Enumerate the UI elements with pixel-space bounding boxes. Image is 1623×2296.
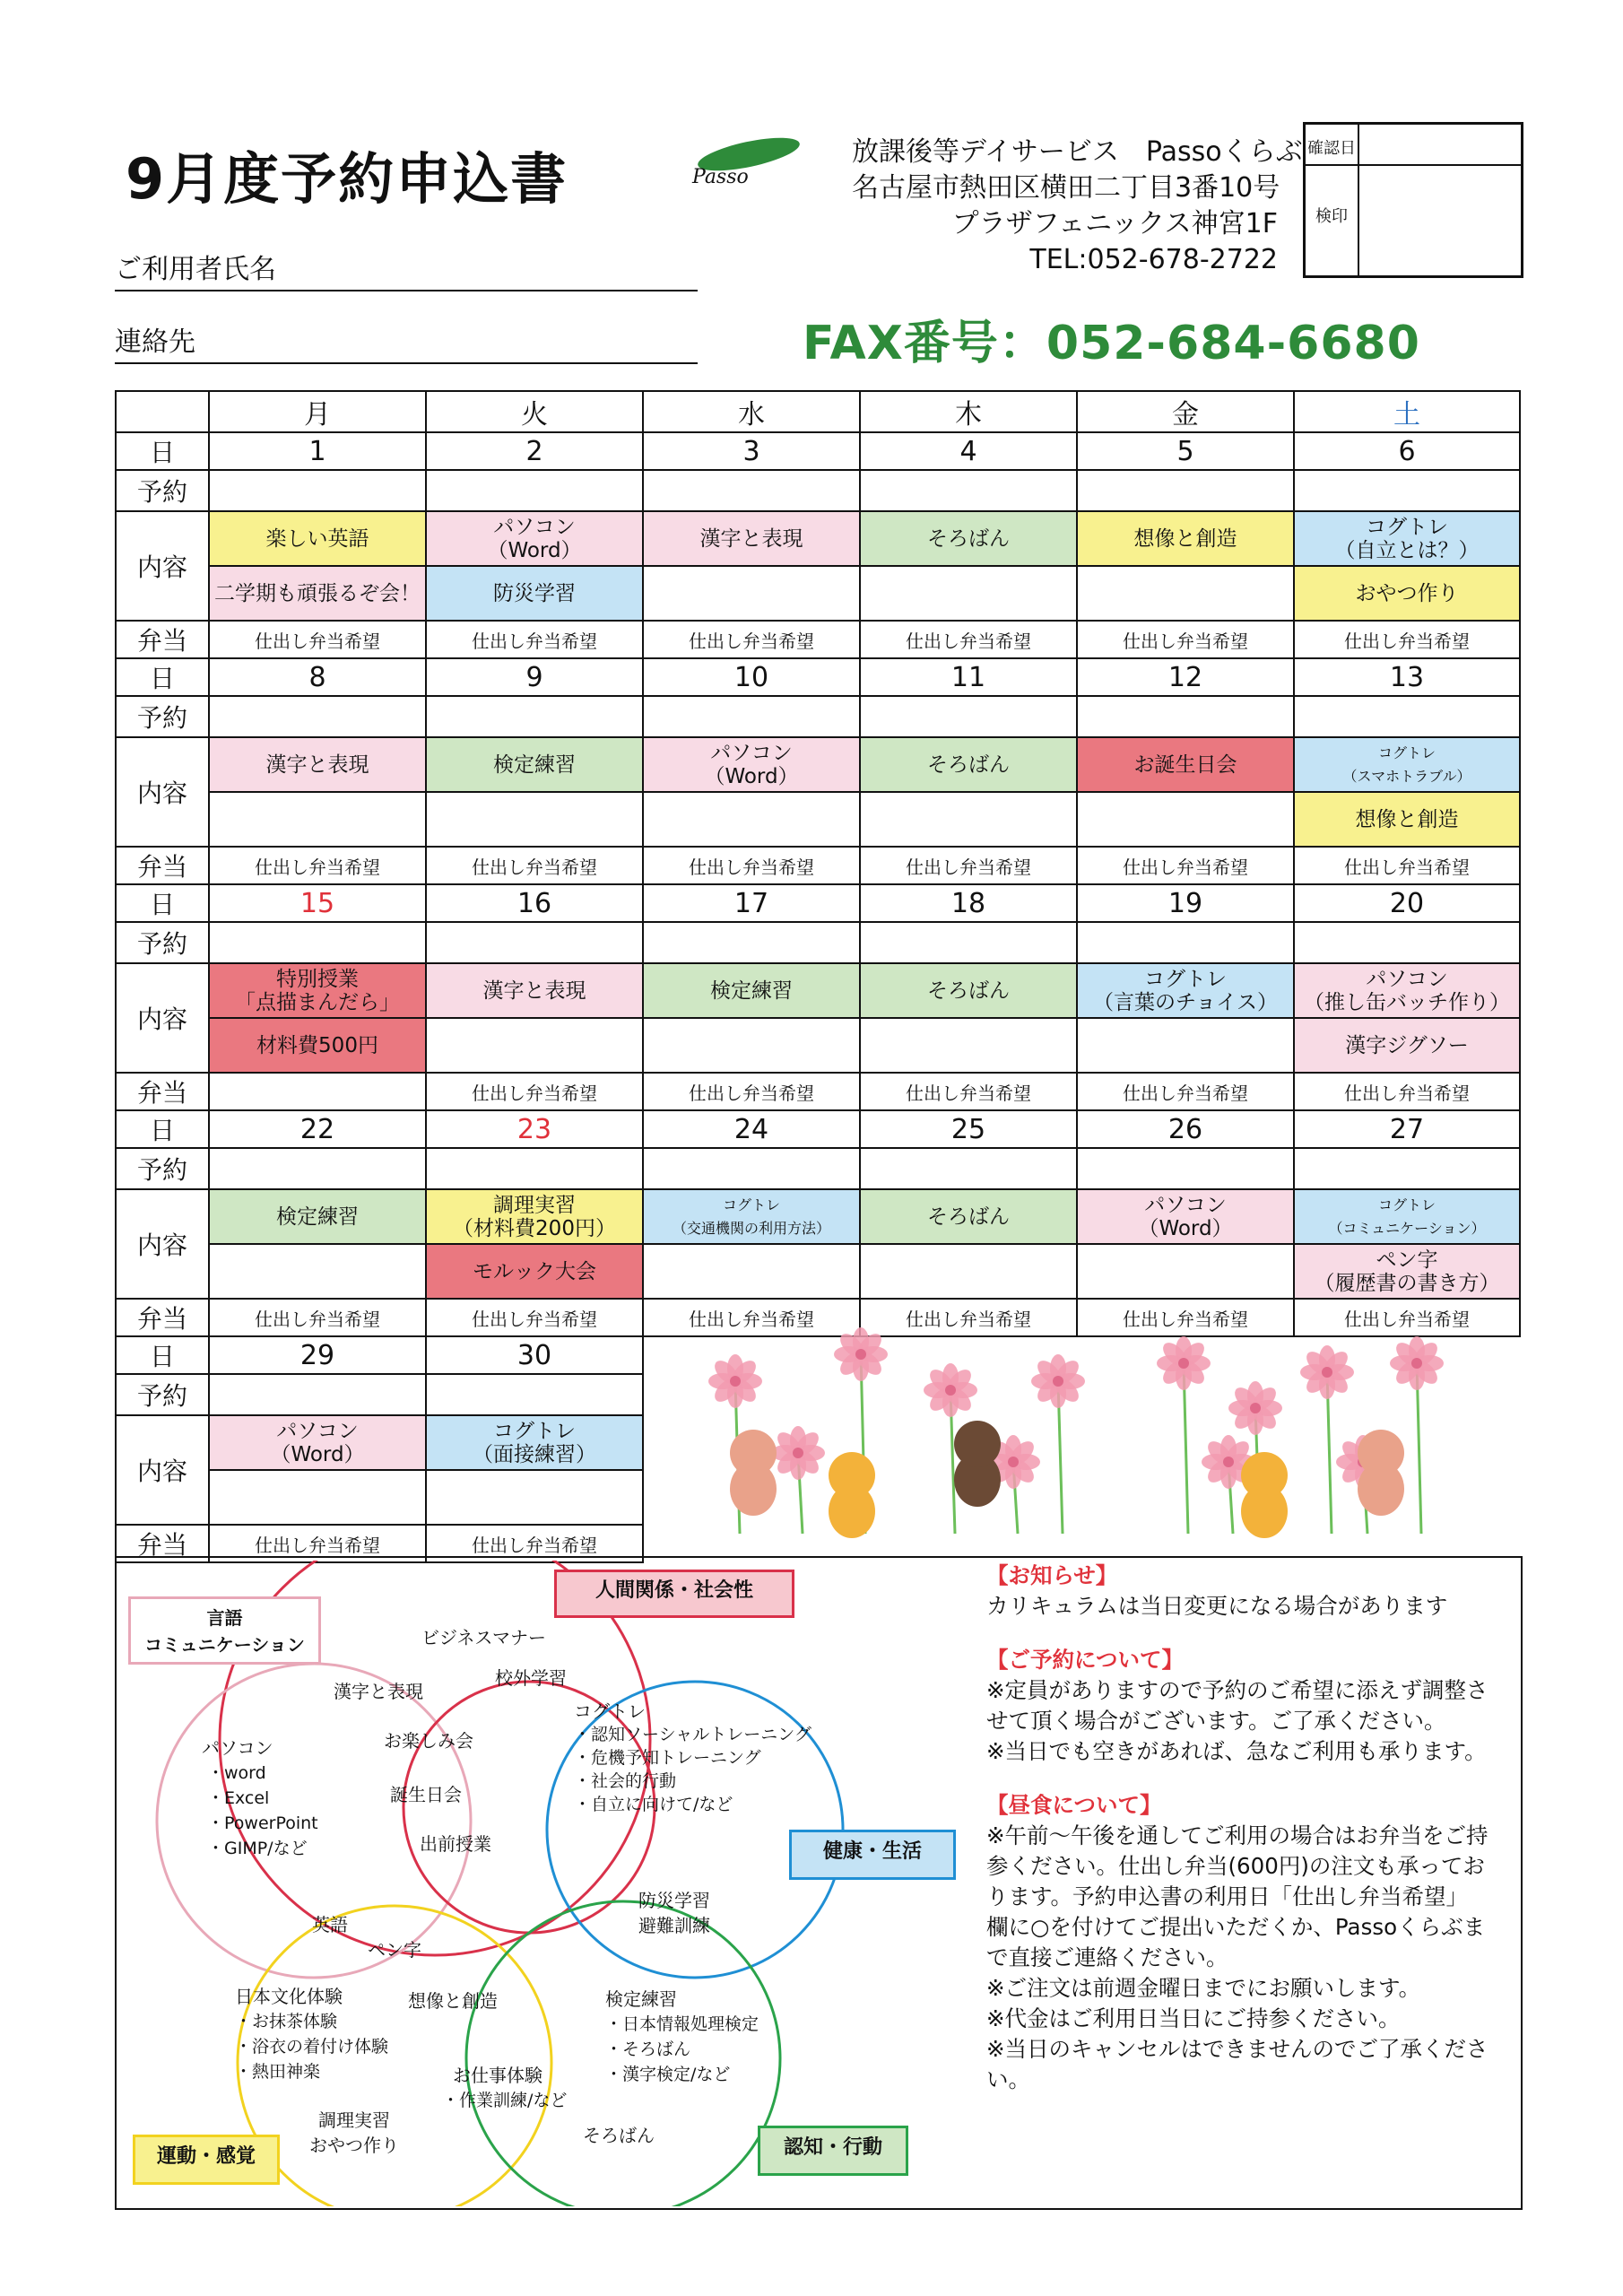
activity-slot: 想像と創造 [1295,793,1519,846]
venn-culture-group [235,1984,388,2084]
venn-subitem: ・そろばん [605,2039,691,2059]
date-cell: 3 [643,432,860,470]
bento-cell[interactable]: 仕出し弁当希望 [1077,1299,1294,1336]
reserve-cell[interactable] [209,1148,426,1189]
bento-cell[interactable]: 仕出し弁当希望 [426,1299,643,1336]
reserve-cell[interactable] [643,696,860,737]
confirmation-box [1303,122,1523,278]
reserve-cell[interactable] [1077,922,1294,963]
venn-item: お楽しみ会 [384,1730,473,1752]
activity-cell [426,737,643,847]
row-label-bento: 弁当 [116,1299,209,1336]
reserve-cell[interactable] [209,470,426,511]
activity-slot: そろばん [861,512,1076,567]
activity-cell [1077,1189,1294,1299]
venn-subitem: ・お抹茶体験 [235,2012,338,2031]
activity-cell [209,963,426,1073]
row-label-bento: 弁当 [116,1073,209,1110]
activity-slot: ペン字 （履歴書の書き方） [1295,1245,1519,1298]
activity-slot: コグトレ （言葉のチョイス） [1078,964,1293,1019]
weekday-header: 木 [860,391,1077,432]
bento-cell[interactable]: 仕出し弁当希望 [643,847,860,884]
venn-pc-group [202,1735,318,1861]
activity-slot: 調理実習 （材料費200円） [427,1190,642,1245]
bento-cell[interactable]: 仕出し弁当希望 [1077,1073,1294,1110]
venn-item: 日本文化体験 [235,1986,343,2007]
reserve-cell[interactable] [426,1374,643,1415]
notice-text: ※午前〜午後を通してご利用の場合はお弁当をご持参ください。仕出し弁当(600円)の注文も承っております。予約申込書の利用日「仕出し弁当希望」欄に○を付けてご提出いただくか、Passoくらぶまで直接ご連絡ください。 [986,1822,1488,1970]
org-line: TEL:052-678-2722 [1029,244,1278,275]
row-label-bento: 弁当 [116,847,209,884]
venn-cog-group [574,1700,812,1816]
date-cell: 10 [643,658,860,696]
bento-cell[interactable]: 仕出し弁当希望 [1294,621,1520,658]
activity-cell [860,737,1077,847]
venn-item: コグトレ [574,1700,646,1722]
activity-slot [427,1471,642,1524]
notice-text: ※当日でも空きがあれば、急なご利用も承ります。 [986,1738,1487,1764]
activity-slot: パソコン （Word） [644,738,859,793]
venn-item: そろばん [583,2125,655,2146]
row-label-reserve: 予約 [116,1148,209,1189]
reserve-cell[interactable] [643,470,860,511]
date-cell: 8 [209,658,426,696]
venn-subitem: ・自立に向けて/など [574,1795,733,1814]
activity-slot [427,793,642,846]
reserve-cell[interactable] [1294,1148,1520,1189]
activity-slot: 漢字ジグソー [1295,1019,1519,1072]
notice-text: ※当日のキャンセルはできませんのでご了承ください。 [986,2036,1488,2092]
activity-cell [1077,737,1294,847]
bento-cell[interactable]: 仕出し弁当希望 [1077,847,1294,884]
reserve-cell[interactable] [1077,696,1294,737]
activity-slot [644,1019,859,1072]
activity-slot: 漢字と表現 [644,512,859,567]
activity-cell [209,1189,426,1299]
venn-subitem: ・漢字検定/など [605,2065,731,2084]
notice-heading: 【お知らせ】 [986,1562,1118,1588]
reserve-cell[interactable] [426,922,643,963]
activity-cell [643,511,860,621]
date-cell: 26 [1077,1110,1294,1148]
activity-cell [209,737,426,847]
row-label-reserve: 予約 [116,696,209,737]
activity-slot: 楽しい英語 [210,512,425,567]
category-motor: 運動・感覚 [133,2135,280,2185]
category-health: 健康・生活 [789,1830,956,1880]
row-label-date: 日 [116,1110,209,1148]
bento-cell[interactable]: 仕出し弁当希望 [643,1073,860,1110]
activity-cell [860,963,1077,1073]
passo-logo [681,135,807,188]
venn-subitem: ・日本情報処理検定 [605,2014,759,2034]
activity-slot: そろばん [861,1190,1076,1245]
row-label-content: 内容 [116,963,209,1073]
user-name-label: ご利用者氏名 [115,254,276,285]
row-label-date: 日 [116,658,209,696]
activity-slot: そろばん [861,738,1076,793]
venn-item: 校外学習 [495,1667,567,1689]
venn-subitem: ・word [207,1763,266,1783]
venn-subitem: ・社会的行動 [574,1771,677,1791]
bento-cell[interactable]: 仕出し弁当希望 [860,847,1077,884]
reserve-cell[interactable] [1077,470,1294,511]
date-cell: 18 [860,884,1077,922]
activity-cell [426,511,643,621]
activity-slot [861,1019,1076,1072]
activity-slot [644,567,859,620]
fax-number: FAX番号：052-684-6680 [803,317,1420,370]
venn-item: 調理実習 おやつ作り [309,2109,399,2156]
activity-cell [1294,1189,1520,1299]
reserve-cell[interactable] [860,922,1077,963]
activity-slot: パソコン （Word） [427,512,642,567]
row-label-date: 日 [116,1336,209,1374]
organization-info [852,135,1303,278]
venn-subitem: ・熱田神楽 [235,2062,321,2082]
bento-cell[interactable] [209,1073,426,1110]
venn-subitem: ・PowerPoint [207,1813,318,1833]
date-cell: 25 [860,1110,1077,1148]
activity-slot: 検定練習 [644,964,859,1019]
org-line: 放課後等デイサービス Passoくらぶ [852,136,1303,168]
activity-slot [210,793,425,846]
bento-cell[interactable]: 仕出し弁当希望 [860,621,1077,658]
activity-slot: 特別授業 「点描まんだら」 [210,964,425,1019]
date-cell: 22 [209,1110,426,1148]
activity-slot [861,1245,1076,1298]
date-cell: 1 [209,432,426,470]
bento-cell[interactable]: 仕出し弁当希望 [860,1073,1077,1110]
row-label-content: 内容 [116,1189,209,1299]
venn-item: ペン字 [368,1939,421,1961]
confirm-date-label: 確認日 [1306,125,1359,164]
reserve-cell[interactable] [643,1148,860,1189]
activity-cell [209,511,426,621]
date-cell: 24 [643,1110,860,1148]
weekday-header: 水 [643,391,860,432]
row-label-date: 日 [116,884,209,922]
notice-text: ※定員がありますので予約のご希望に添えず調整させて頂く場合がございます。ご了承ください。 [986,1677,1488,1734]
date-cell: 23 [426,1110,643,1148]
activity-cell [426,963,643,1073]
row-label-content: 内容 [116,511,209,621]
bento-cell[interactable]: 仕出し弁当希望 [1294,847,1520,884]
org-line: プラザフェニックス神宮1F [951,208,1278,239]
category-cognition: 認知・行動 [758,2126,908,2176]
reserve-cell[interactable] [860,470,1077,511]
bento-cell[interactable]: 仕出し弁当希望 [209,1525,426,1562]
date-cell: 6 [1294,432,1520,470]
category-language: 言語 コミュニケーション [128,1596,321,1665]
bento-cell[interactable]: 仕出し弁当希望 [1077,621,1294,658]
row-label-content: 内容 [116,1415,209,1525]
activity-slot [1078,1019,1293,1072]
activity-slot [1078,567,1293,620]
venn-item: ビジネスマナー [421,1627,546,1648]
venn-item: 英語 [312,1914,348,1935]
reserve-cell[interactable] [1294,470,1520,511]
reserve-cell[interactable] [860,1148,1077,1189]
bento-cell[interactable]: 仕出し弁当希望 [426,621,643,658]
activity-slot: そろばん [861,964,1076,1019]
flower-animal-illustration [681,1327,1488,1538]
reservation-heading: 【ご予約について】 [986,1647,1185,1673]
activity-cell [1294,737,1520,847]
activity-slot: コグトレ （コミュニケーション） [1295,1190,1519,1245]
bento-cell[interactable]: 仕出し弁当希望 [860,1299,1077,1336]
date-cell: 15 [209,884,426,922]
date-cell: 20 [1294,884,1520,922]
venn-item: 想像と創造 [408,1990,498,2012]
weekday-header: 土 [1294,391,1520,432]
activity-slot: おやつ作り [1295,567,1519,620]
activity-cell [1294,511,1520,621]
row-label-reserve: 予約 [116,922,209,963]
weekday-header: 金 [1077,391,1294,432]
activity-slot [427,1019,642,1072]
bento-cell[interactable]: 仕出し弁当希望 [1294,1299,1520,1336]
user-name-field[interactable] [115,247,698,291]
venn-subitem: ・GIMP/など [207,1839,308,1858]
contact-field[interactable] [115,319,698,364]
date-cell: 27 [1294,1110,1520,1148]
row-label-reserve: 予約 [116,1374,209,1415]
bento-cell[interactable]: 仕出し弁当希望 [209,847,426,884]
reserve-cell[interactable] [209,922,426,963]
row-label-date: 日 [116,432,209,470]
activity-cell [860,1189,1077,1299]
date-cell: 4 [860,432,1077,470]
venn-subitem: ・危機予知トレーニング [574,1748,761,1768]
activity-slot: 検定練習 [210,1190,425,1245]
activity-slot [210,1471,425,1524]
contact-label: 連絡先 [115,326,195,358]
activity-slot: パソコン （Word） [210,1416,425,1471]
activity-cell [860,511,1077,621]
activity-slot: コグトレ （スマホトラブル） [1295,738,1519,793]
activity-slot: お誕生日会 [1078,738,1293,793]
date-cell: 16 [426,884,643,922]
row-label-content: 内容 [116,737,209,847]
activity-slot [644,793,859,846]
reserve-cell[interactable] [1294,696,1520,737]
venn-item: 出前授業 [420,1833,491,1855]
venn-work-group [442,2063,568,2113]
reserve-cell[interactable] [643,922,860,963]
venn-subitem: ・Excel [207,1788,270,1808]
category-social: 人間関係・社会性 [554,1570,794,1618]
venn-subitem: ・浴衣の着付け体験 [235,2037,389,2057]
row-label-reserve: 予約 [116,470,209,511]
date-cell: 5 [1077,432,1294,470]
venn-exam-group [605,1987,759,2087]
activity-cell [426,1415,643,1525]
activity-slot: 二学期も頑張るぞ会！ [210,567,425,620]
reserve-cell[interactable] [426,470,643,511]
date-cell: 11 [860,658,1077,696]
page-title: 9月度予約申込書 [126,146,568,212]
bento-cell[interactable]: 仕出し弁当希望 [209,621,426,658]
activity-slot: コグトレ （面接練習） [427,1416,642,1471]
venn-item: 誕生日会 [390,1784,462,1805]
venn-item: パソコン [202,1737,273,1759]
venn-item: お仕事体験 [453,2065,542,2086]
bento-cell[interactable]: 仕出し弁当希望 [1294,1073,1520,1110]
date-cell: 19 [1077,884,1294,922]
activity-slot: パソコン （推し缶バッチ作り） [1295,964,1519,1019]
org-line: 名古屋市熱田区横田二丁目3番10号 [852,172,1280,204]
corner-cell [116,391,209,432]
activity-slot [861,793,1076,846]
notice-text: ※代金はご利用日当日にご持参ください。 [986,2005,1401,2031]
reserve-cell[interactable] [209,696,426,737]
venn-subitem: ・作業訓練/など [442,2091,568,2110]
activity-cell [643,737,860,847]
reserve-cell[interactable] [426,696,643,737]
activity-slot [210,1245,425,1298]
venn-item: 防災学習 避難訓練 [638,1890,710,1936]
activity-slot [1078,793,1293,846]
bento-cell[interactable]: 仕出し弁当希望 [643,621,860,658]
activity-slot: 材料費500円 [210,1019,425,1072]
bento-cell[interactable]: 仕出し弁当希望 [209,1299,426,1336]
activity-slot [644,1245,859,1298]
reserve-cell[interactable] [1294,922,1520,963]
row-label-bento: 弁当 [116,621,209,658]
activity-slot: 想像と創造 [1078,512,1293,567]
activity-cell [1077,963,1294,1073]
activity-slot [1078,1245,1293,1298]
date-cell: 17 [643,884,860,922]
activity-cell [209,1415,426,1525]
venn-item: 検定練習 [605,1988,677,2010]
stamp-label: 検印 [1306,164,1359,275]
reserve-cell[interactable] [209,1374,426,1415]
activity-cell [1294,963,1520,1073]
date-cell: 2 [426,432,643,470]
bento-cell[interactable]: 仕出し弁当希望 [426,1073,643,1110]
activity-slot: コグトレ （自立とは？） [1295,512,1519,567]
activity-slot [861,567,1076,620]
venn-subitem: ・認知ソーシャルトレーニング [574,1725,812,1744]
lunch-heading: 【昼食について】 [986,1792,1162,1818]
notice-text: ※ご注文は前週金曜日までにお願いします。 [986,1975,1421,2001]
activity-slot: 漢字と表現 [427,964,642,1019]
bento-cell[interactable]: 仕出し弁当希望 [426,1525,643,1562]
venn-item: 漢字と表現 [334,1681,423,1702]
weekday-header: 火 [426,391,643,432]
notice-panel [986,1561,1488,2095]
logo-text: Passo [692,166,749,188]
activity-cell [643,1189,860,1299]
date-cell: 30 [426,1336,643,1374]
activity-slot: 検定練習 [427,738,642,793]
bento-cell[interactable]: 仕出し弁当希望 [426,847,643,884]
activity-slot: 防災学習 [427,567,642,620]
activity-slot: パソコン （Word） [1078,1190,1293,1245]
activity-cell [1077,511,1294,621]
reserve-cell[interactable] [1077,1148,1294,1189]
activity-cell [643,963,860,1073]
date-cell: 29 [209,1336,426,1374]
row-label-bento: 弁当 [116,1525,209,1562]
bento-cell[interactable]: 仕出し弁当希望 [643,1299,860,1336]
reserve-cell[interactable] [860,696,1077,737]
activity-cell [426,1189,643,1299]
reserve-cell[interactable] [426,1148,643,1189]
date-cell: 9 [426,658,643,696]
date-cell: 13 [1294,658,1520,696]
activity-slot: 漢字と表現 [210,738,425,793]
notice-text: カリキュラムは当日変更になる場合があります [986,1593,1448,1619]
weekday-header: 月 [209,391,426,432]
activity-slot: コグトレ （交通機関の利用方法） [644,1190,859,1245]
activity-slot: モルック大会 [427,1245,642,1298]
date-cell: 12 [1077,658,1294,696]
